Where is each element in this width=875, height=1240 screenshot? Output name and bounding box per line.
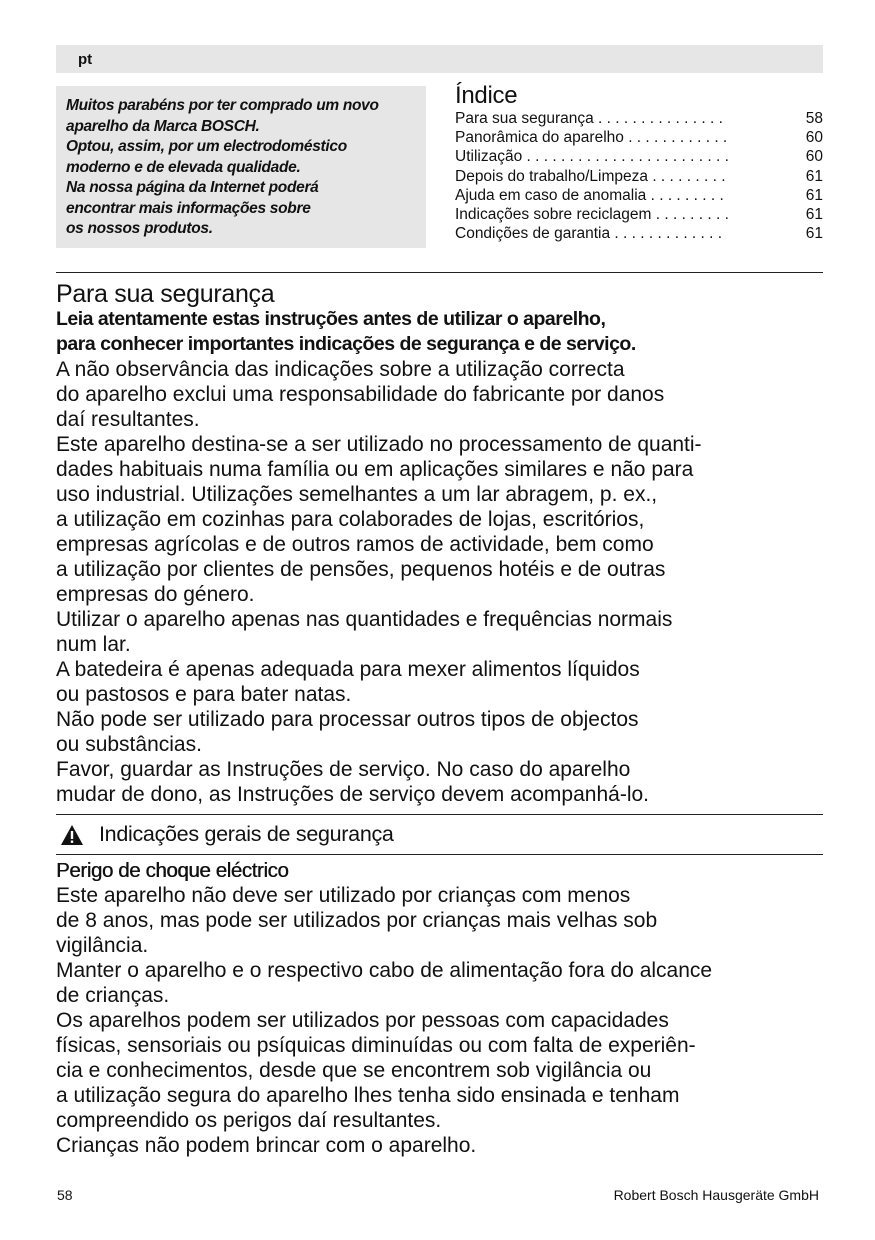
body-line: Não pode ser utilizado para processar outros tipos de objectos (56, 708, 639, 731)
body-line: de 8 anos, mas pode ser utilizados por crianças mais velhas sob (56, 909, 658, 932)
language-tag: pt (78, 51, 93, 68)
section-divider (56, 814, 823, 815)
toc-entry-page: 60 (805, 129, 823, 147)
toc-entry-label: Utilização . . . . . . . . . . . . . . . . . . . . . . . . (455, 148, 729, 166)
body-line: dades habituais numa família ou em aplicações similares e não para (56, 458, 694, 481)
body-line: ou substâncias. (56, 733, 202, 756)
intro-line: os nossos produtos. (66, 220, 213, 237)
toc-entry-page: 61 (805, 186, 823, 204)
toc-entry[interactable] (455, 167, 823, 186)
toc-entry-label: Condições de garantia . . . . . . . . . . . . . (455, 225, 723, 243)
toc-entry-page: 60 (805, 148, 823, 166)
toc-list (455, 109, 823, 243)
subsection-title: Perigo de choque eléctrico (56, 859, 289, 882)
bold-line: para conhecer importantes indicações de segurança e de serviço. (56, 333, 636, 355)
toc-entry-page: 61 (805, 205, 823, 223)
toc-entry-label: Panorâmica do aparelho . . . . . . . . . . . . (455, 129, 728, 147)
toc-entry-page: 61 (805, 225, 823, 243)
intro-line: encontrar mais informações sobre (66, 199, 311, 217)
toc-entry-page: 58 (805, 110, 823, 127)
warning-triangle-icon (60, 824, 84, 846)
intro-box (56, 86, 426, 248)
toc-entry-label: Para sua segurança . . . . . . . . . . . . . . . (455, 110, 723, 127)
body-line: uso industrial. Utilizações semelhantes a um lar abragem, p. ex., (56, 483, 658, 506)
body-line: do aparelho exclui uma responsabilidade do fabricante por danos (56, 383, 665, 406)
company-name: Robert Bosch Hausgeräte GmbH (613, 1187, 819, 1203)
section-divider (56, 854, 823, 855)
body-line: Utilizar o aparelho apenas nas quantidades e frequências normais (56, 608, 673, 631)
intro-line: Na nossa página da Internet poderá (66, 179, 319, 196)
section-title: Indicações gerais de segurança (99, 822, 394, 846)
body-line: compreendido os perigos daí resultantes. (56, 1109, 442, 1132)
body-line: Os aparelhos podem ser utilizados por pessoas com capacidades (56, 1009, 669, 1032)
body-line: A não observância das indicações sobre a utilização correcta (56, 358, 625, 381)
toc-entry-label: Indicações sobre reciclagem . . . . . . . . . (455, 205, 729, 223)
language-bar (56, 45, 823, 73)
body-line: de crianças. (56, 984, 170, 1007)
section-title: Para sua segurança (56, 280, 275, 308)
body-line: mudar de dono, as Instruções de serviço devem acompanhá-lo. (56, 783, 649, 806)
page-number: 58 (57, 1187, 73, 1203)
bold-line: Leia atentamente estas instruções antes de utilizar o aparelho, (56, 308, 606, 330)
general-safety-body (56, 858, 712, 1158)
body-line: Crianças não podem brincar com o aparelho. (56, 1134, 477, 1157)
body-line: a utilização por clientes de pensões, pequenos hotéis e de outras (56, 558, 666, 581)
body-line: A batedeira é apenas adequada para mexer alimentos líquidos (56, 658, 640, 681)
toc-title: Índice (455, 82, 518, 109)
intro-line: aparelho da Marca BOSCH. (66, 117, 260, 135)
body-line: empresas do género. (56, 583, 255, 606)
toc-entry[interactable] (455, 109, 823, 128)
toc-entry-page: 61 (805, 167, 823, 185)
body-line: Este aparelho destina-se a ser utilizado no processamento de quanti- (56, 433, 702, 456)
body-line: físicas, sensoriais ou psíquicas diminuídas ou com falta de experiên- (56, 1034, 696, 1057)
body-line: Manter o aparelho e o respectivo cabo de alimentação fora do alcance (56, 959, 713, 982)
toc-entry-label: Ajuda em caso de anomalia . . . . . . . . . (455, 186, 724, 204)
section-divider (56, 272, 823, 273)
toc-entry[interactable] (455, 128, 823, 147)
body-line: a utilização segura do aparelho lhes tenha sido ensinada e tenham (56, 1084, 680, 1107)
body-line: ou pastosos e para bater natas. (56, 683, 352, 706)
body-line: a utilização em cozinhas para colaborades de lojas, escritórios, (56, 508, 645, 531)
toc-entry[interactable] (455, 186, 823, 205)
body-line: vigilância. (56, 934, 149, 957)
intro-line: Muitos parabéns por ter comprado um novo (66, 97, 379, 114)
body-line: num lar. (56, 633, 131, 656)
body-line: daí resultantes. (56, 408, 200, 431)
intro-line: moderno e de elevada qualidade. (66, 158, 301, 176)
toc-entry-label: Depois do trabalho/Limpeza . . . . . . . . . (455, 167, 726, 185)
body-line: cia e conhecimentos, desde que se encontrem sob vigilância ou (56, 1059, 652, 1082)
body-line: empresas agrícolas e de outros ramos de actividade, bem como (56, 533, 654, 556)
body-line: Favor, guardar as Instruções de serviço. No caso do aparelho (56, 758, 631, 781)
body-line: Este aparelho não deve ser utilizado por crianças com menos (56, 884, 631, 907)
intro-line: Optou, assim, por um electrodoméstico (66, 138, 347, 155)
safety-section-body (56, 307, 702, 807)
toc-entry[interactable] (455, 224, 823, 243)
toc-entry[interactable] (455, 147, 823, 166)
toc-entry[interactable] (455, 205, 823, 224)
